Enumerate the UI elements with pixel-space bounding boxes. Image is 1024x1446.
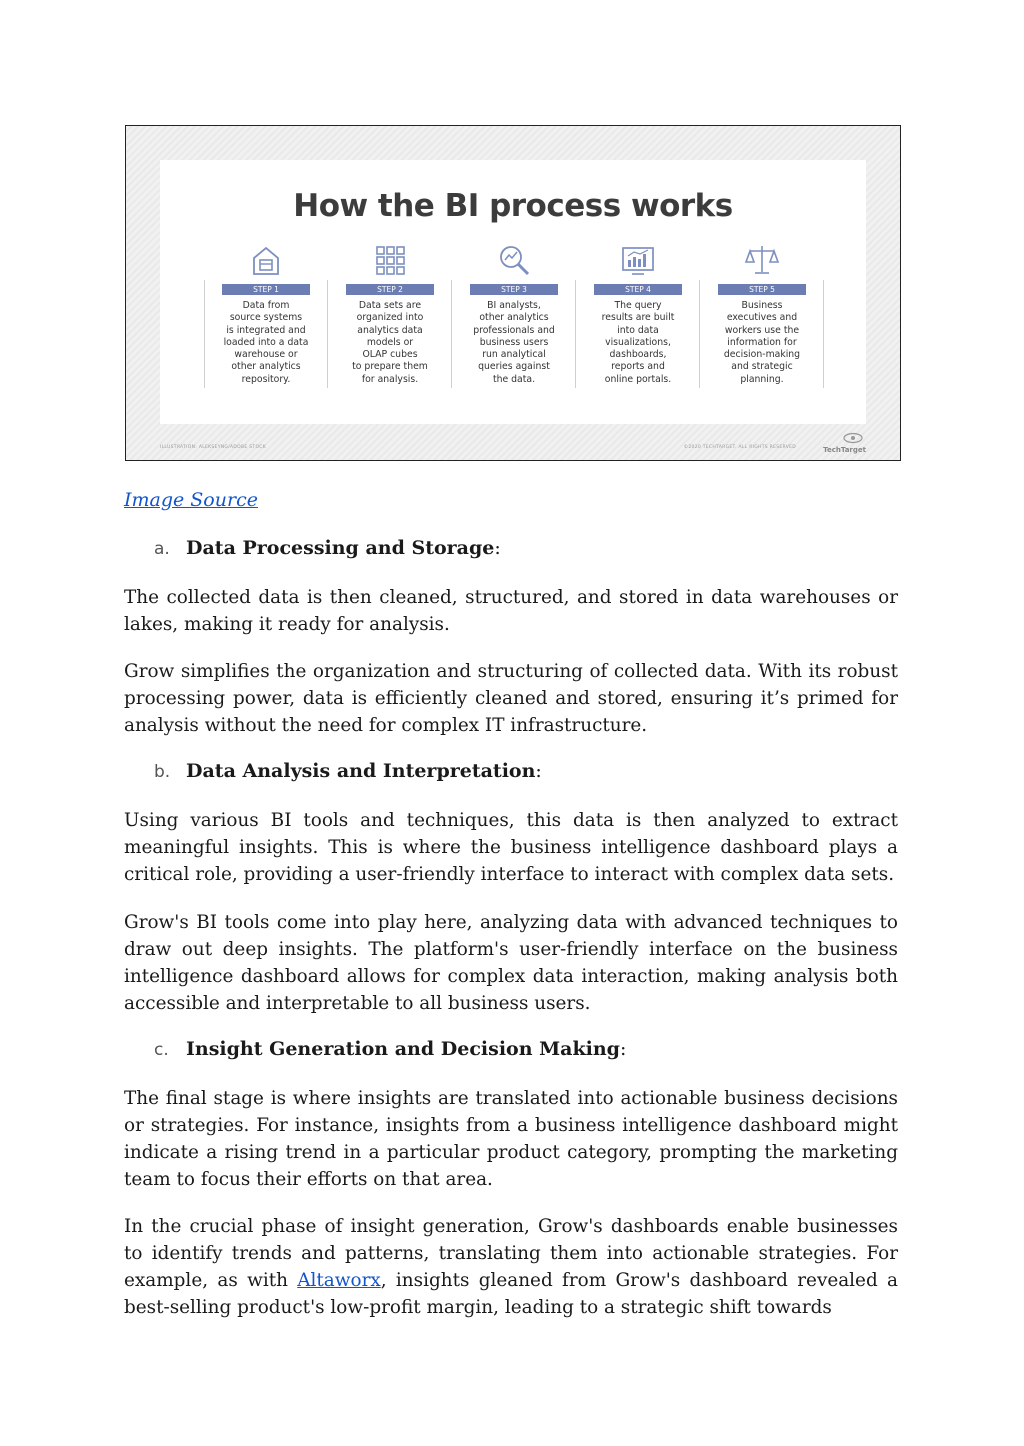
step-description: Data sets are organized into analytics data models or OLAP cubes to prepare them for analysis. [352,300,428,385]
paragraph: The final stage is where insights are translated into actionable business decisions or strategies. For instance, insights from a business intelligence dashboard might indicate a rising trend in a particular product category, prompting the marketing team to focus their efforts on that area. [124,1088,898,1190]
section-heading-c: c. Insight Generation and Decision Making: [154,1038,627,1060]
list-letter: b. [154,762,171,782]
dashboard-monitor-icon [620,242,656,278]
paragraph: Grow's BI tools come into play here, analyzing data with advanced techniques to draw out deep insights. The platform's user-friendly interface on the business intelligence dashboard allows for complex data interaction, making analysis both accessible and interpretable to all business users. [124,912,898,1014]
image-source-link[interactable]: Image Source [124,489,258,511]
figure-title: How the BI process works [293,188,733,224]
process-step-3 [452,242,576,392]
list-letter: c. [154,1040,169,1060]
list-letter: a. [154,539,170,559]
step-description: The query results are built into data visualizations, dashboards, reports and online portals. [601,300,675,385]
magnifier-chart-icon [496,242,532,278]
heading-text: Data Analysis and Interpretation [186,760,536,782]
heading-text: Data Processing and Storage [186,537,495,559]
balance-scale-icon [744,242,780,278]
altaworx-link[interactable]: Altaworx [297,1270,381,1291]
step-badge: STEP 3 [470,284,558,295]
grid-cubes-icon [372,242,408,278]
techtarget-logo [806,432,866,454]
section-heading-b: b. Data Analysis and Interpretation: [154,760,542,782]
copyright-credit: ©2020 TECHTARGET. ALL RIGHTS RESERVED [683,445,796,450]
process-step-4 [576,242,700,392]
step-badge: STEP 4 [594,284,682,295]
paragraph: Grow simplifies the organization and structuring of collected data. With its robust processing power, data is efficiently cleaned and stored, ensuring it’s primed for analysis without the need for complex IT infrastructure. [124,661,898,736]
step-description: Data from source systems is integrated and loaded into a data warehouse or other analytics repository. [223,300,309,385]
paragraph-with-link [124,1213,898,1321]
process-step-1 [204,242,328,392]
paragraph: The collected data is then cleaned, structured, and stored in data warehouses or lakes, making it ready for analysis. [124,587,898,635]
process-steps [204,242,824,392]
step-badge: STEP 2 [346,284,434,295]
illustration-credit: ILLUSTRATION: ALEKSEYNG/ADOBE STOCK [160,445,267,450]
brand-name: TechTarget [823,446,866,454]
process-step-5 [700,242,824,392]
process-step-2 [328,242,452,392]
heading-text: Insight Generation and Decision Making [186,1038,620,1060]
paragraph-text: , insights gleaned from Grow's dashboard revealed a best-selling product's low-profit margin, leading to a strategic shift towards [124,1270,898,1318]
step-description: Business executives and workers use the information for decision-making and strategic planning. [723,300,801,385]
figure-card [160,160,866,424]
bi-process-figure [125,125,901,461]
paragraph-text: In the crucial phase of insight generation, Grow's dashboards enable businesses to identify trends and patterns, translating them into actionable strategies. For example, as with [124,1216,898,1291]
warehouse-icon [248,242,284,278]
step-badge: STEP 1 [222,284,310,295]
step-badge: STEP 5 [718,284,806,295]
paragraph: Using various BI tools and techniques, this data is then analyzed to extract meaningful insights. This is where the business intelligence dashboard plays a critical role, providing a user-friendly interface to interact with complex data sets. [124,810,898,885]
section-heading-a: a. Data Processing and Storage: [154,537,501,559]
step-description: BI analysts, other analytics professionals and business users run analytical queries against the data. [473,300,555,385]
